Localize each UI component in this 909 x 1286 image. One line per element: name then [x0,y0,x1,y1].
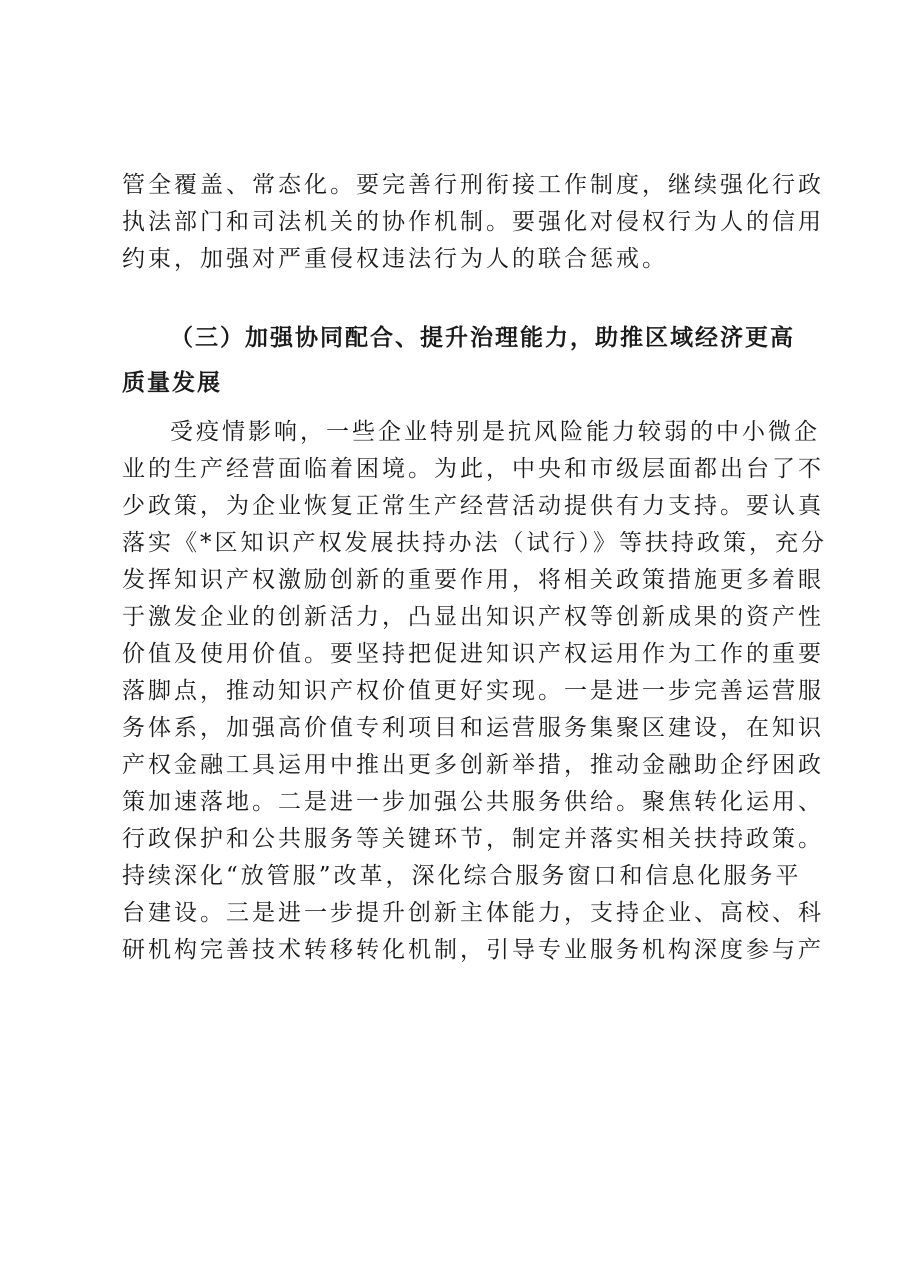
section-heading [122,316,794,406]
heading-line: （三）加强协同配合、提升治理能力，助推区域经济更高 [170,325,795,351]
heading-line: 质量发展 [122,370,222,396]
text-line: 策加速落地。二是进一步加强公共服务供给。聚焦转化运用、 [122,789,824,815]
text-line: 台建设。三是进一步提升创新主体能力，支持企业、高校、科 [122,900,824,926]
text-line: 约束，加强对严重侵权违法行为人的联合惩戒。 [122,246,668,272]
text-line: 于激发企业的创新活力，凸显出知识产权等创新成果的资产性 [122,604,824,630]
text-line: 行政保护和公共服务等关键环节，制定并落实相关扶持政策。 [122,826,824,852]
text-line: 价值及使用价值。要坚持把促进知识产权运用作为工作的重要 [122,641,824,667]
text-line: 业的生产经营面临着困境。为此，中央和市级层面都出台了不 [122,456,824,482]
text-line: 受疫情影响，一些企业特别是抗风险能力较弱的中小微企 [170,419,820,445]
text-line: 执法部门和司法机关的协作机制。要强化对侵权行为人的信用 [122,209,824,235]
text-line: 发挥知识产权激励创新的重要作用，将相关政策措施更多着眼 [122,567,824,593]
text-line: 务体系，加强高价值专利项目和运营服务集聚区建设，在知识 [122,715,824,741]
text-line: 落脚点，推动知识产权价值更好实现。一是进一步完善运营服 [122,678,824,704]
paragraph-top [122,167,824,278]
text-line: 持续深化“放管服”改革，深化综合服务窗口和信息化服务平 [122,863,802,889]
text-line: 产权金融工具运用中推出更多创新举措，推动金融助企纾困政 [122,752,824,778]
paragraph-main [122,414,827,969]
text-line: 少政策，为企业恢复正常生产经营活动提供有力支持。要认真 [122,493,824,519]
text-line: 研机构完善技术转移转化机制，引导专业服务机构深度参与产 [122,937,824,963]
text-line: 管全覆盖、常态化。要完善行刑衔接工作制度，继续强化行政 [122,172,824,198]
text-line: 落实《*区知识产权发展扶持办法（试行）》等扶持政策，充分 [122,530,827,556]
